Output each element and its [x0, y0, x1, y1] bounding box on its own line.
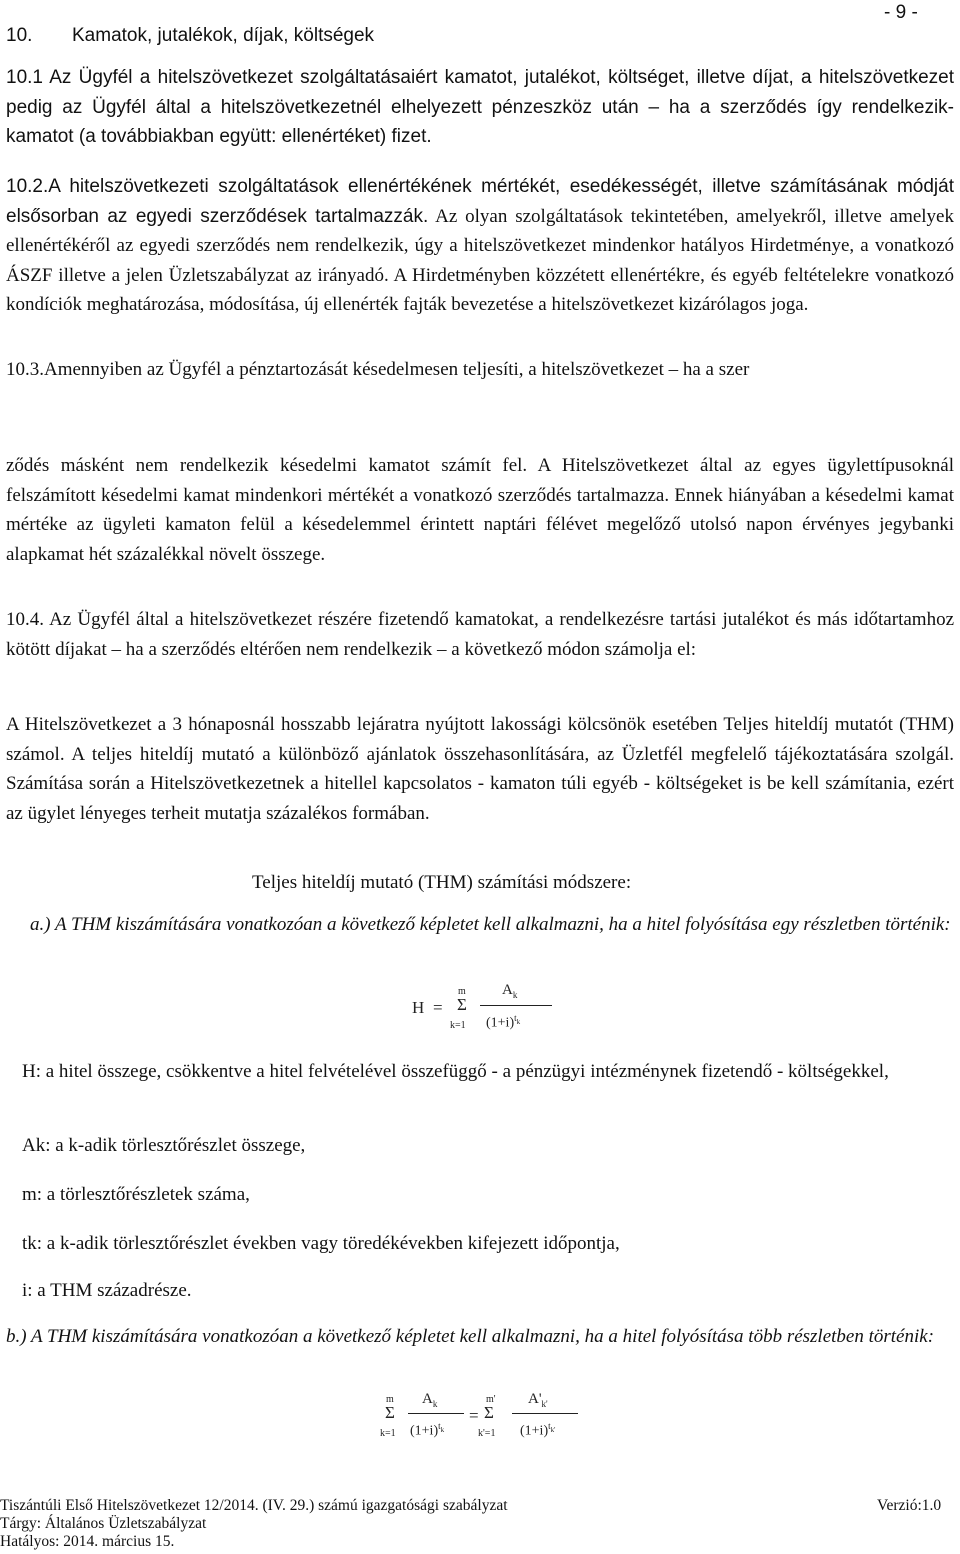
footer-effective-date: Hatályos: 2014. március 15.: [0, 1533, 175, 1550]
formula-equals: =: [469, 1406, 479, 1425]
case-a-text: a.) A THM kiszámítására vonatkozóan a következő képletet kell alkalmazni, ha a hitel folyósítása egy részletben történik:: [30, 914, 951, 935]
definition-m: m: a törlesztőrészletek száma,: [22, 1184, 250, 1205]
paragraph-10-2: [6, 172, 954, 320]
sum-sigma: Σ: [457, 995, 467, 1014]
sum-upper-limit-left: m: [386, 1394, 394, 1405]
thm-paragraph: A Hitelszövetkezet a 3 hónaposnál hosszabb lejáratra nyújtott lakossági kölcsönök esetében Teljes hiteldíj mutatót (THM) számol. A teljes hiteldíj mutató a különböző ajánlatok összehasonlítására, az Üzletfél megfelelő tájékoztatására szolgál. Számítása során a Hitelszövetkezetnek a hitellel kapcsolatos - kamaton túli egyéb - költségeket is be kell számítania, ezért az ügylet lényeges terheit mutatja százalékos formában.: [6, 714, 954, 824]
denominator-base: (1+i): [486, 1015, 515, 1031]
section-title: Kamatok, jutalékok, díjak, költségek: [72, 25, 375, 46]
paragraph-text-continued: Az olyan szolgáltatások tekintetében, amelyekről, illetve amelyek ellenértékéről az egyedi szerződés nem rendelkezik, úgy a hitelszövetkezet mindenkor hatályos Hirdetménye, a vonatkozó ÁSZF illetve a jelen Üzletszabályzat az irányadó. A Hirdetményben közzétett ellenértékre, és egyéb feltételekre vonatkozó kondíciók meghatározása, módosítása, új ellenérték fajták bevezetése a hitelszövetkezet kizárólagos joga.: [6, 205, 954, 315]
formula-b: [378, 1391, 588, 1446]
case-b-text: b.) A THM kiszámítására vonatkozóan a következő képletet kell alkalmazni, ha a hitel folyósítása több részletben történik:: [6, 1326, 935, 1347]
sum-sigma-left: Σ: [385, 1403, 395, 1422]
paragraph-10-1: [6, 63, 954, 152]
paragraph-text: Az Ügyfél a hitelszövetkezet szolgáltatásaiért kamatot, jutalékot, költséget, illetve díjat, a hitelszövetkezet pedig az Ügyfél által a hitelszövetkezetnél elhelyezett pénzeszköz után – ha a szerződés így rendelkezik- kamatot (a továbbiakban együtt: ellenértéket) fizet.: [6, 67, 955, 147]
paragraph-text: A hitelszövetkezeti szolgáltatások ellenértékének mértékét, esedékességét, illetve számításának módját elsősorban az egyedi szerződések tartalmazzák.: [6, 176, 954, 227]
paragraph-text: Amennyiben az Ügyfél a pénztartozását késedelmesen teljesíti, a hitelszövetkezet – ha a szer: [44, 359, 750, 380]
sum-lower-limit: k=1: [450, 1020, 466, 1031]
formula-equals: =: [433, 998, 443, 1017]
paragraph-number: 10.1: [6, 67, 43, 88]
footer-subject: Tárgy: Általános Üzletszabályzat: [0, 1515, 207, 1532]
definition-h: H: a hitel összege, csökkentve a hitel felvételével összefüggő - a pénzügyi intézménynek fizetendő - költségekkel,: [22, 1061, 889, 1082]
sum-lower-limit-left: k=1: [380, 1428, 396, 1439]
paragraph-number: 10.3.: [6, 359, 44, 380]
section-heading: [6, 25, 374, 47]
sum-sigma-right: Σ: [484, 1403, 494, 1422]
denominator-right: $(1+i)^{t_{k'}}$: [520, 1421, 556, 1439]
page-number: - 9 -: [884, 2, 918, 23]
fraction-bar-left: [408, 1413, 464, 1414]
definition-i: i: a THM századrésze.: [22, 1280, 192, 1301]
numerator-base: A: [502, 982, 513, 998]
numerator-right: $A'_{k'}$: [528, 1391, 548, 1409]
denominator: [486, 1013, 520, 1032]
fraction-bar: [480, 1005, 552, 1006]
fraction-bar-right: [512, 1413, 578, 1414]
formula-lhs: H: [412, 998, 425, 1017]
paragraph-10-4: [6, 605, 954, 664]
sum-lower-limit-right: k'=1: [478, 1428, 496, 1439]
definition-tk: tk: a k-adik törlesztőrészlet években vagy töredékévekben kifejezett időpontja,: [22, 1233, 620, 1254]
footer-version: Verzió:1.0: [877, 1497, 942, 1514]
paragraph-10-3-rest: [6, 451, 954, 569]
sum-upper-limit-right: m': [486, 1394, 496, 1405]
paragraph-10-3-first-line: [6, 355, 954, 385]
thm-method-title: Teljes hiteldíj mutató (THM) számítási módszere:: [252, 872, 632, 893]
paragraph-number: 10.4.: [6, 609, 44, 630]
denominator-exponent: tk: [514, 1013, 521, 1026]
sum-upper-limit: m: [458, 986, 466, 997]
footer-regulation: Tiszántúli Első Hitelszövetkezet 12/2014. (IV. 29.) számú igazgatósági szabályzat: [0, 1497, 508, 1514]
section-number: 10.: [6, 25, 33, 46]
paragraph-text: Az Ügyfél által a hitelszövetkezet részére fizetendő kamatokat, a rendelkezésre tartási jutalékot és más időtartamhoz kötött díjakat – ha a szerződés eltérően nem rendelkezik – a következő módon számolja el:: [6, 609, 954, 660]
numerator: [502, 982, 517, 1000]
paragraph-number: 10.2.: [6, 176, 49, 197]
formula-a: [408, 982, 568, 1038]
definition-ak: Ak: a k-adik törlesztőrészlet összege,: [22, 1135, 306, 1156]
numerator-left: $A_k$: [422, 1391, 438, 1409]
numerator-subscript: k: [512, 990, 518, 1000]
paragraph-text: ződés másként nem rendelkezik késedelmi kamatot számít fel. A Hitelszövetkezet által az egyes ügylettípusoknál felszámított késedelmi kamat mindenkori mértékét a vonatkozó szerződés tartalmazza. Ennek hiányában a késedelmi kamat mértéke az ügyleti kamaton felül a késedelemmel érintett naptári félévet megelőző utolsó napon érvényes jegybanki alapkamat hét százalékkal növelt összege.: [6, 455, 954, 565]
denominator-left: $(1+i)^{t_k}$: [410, 1421, 445, 1439]
